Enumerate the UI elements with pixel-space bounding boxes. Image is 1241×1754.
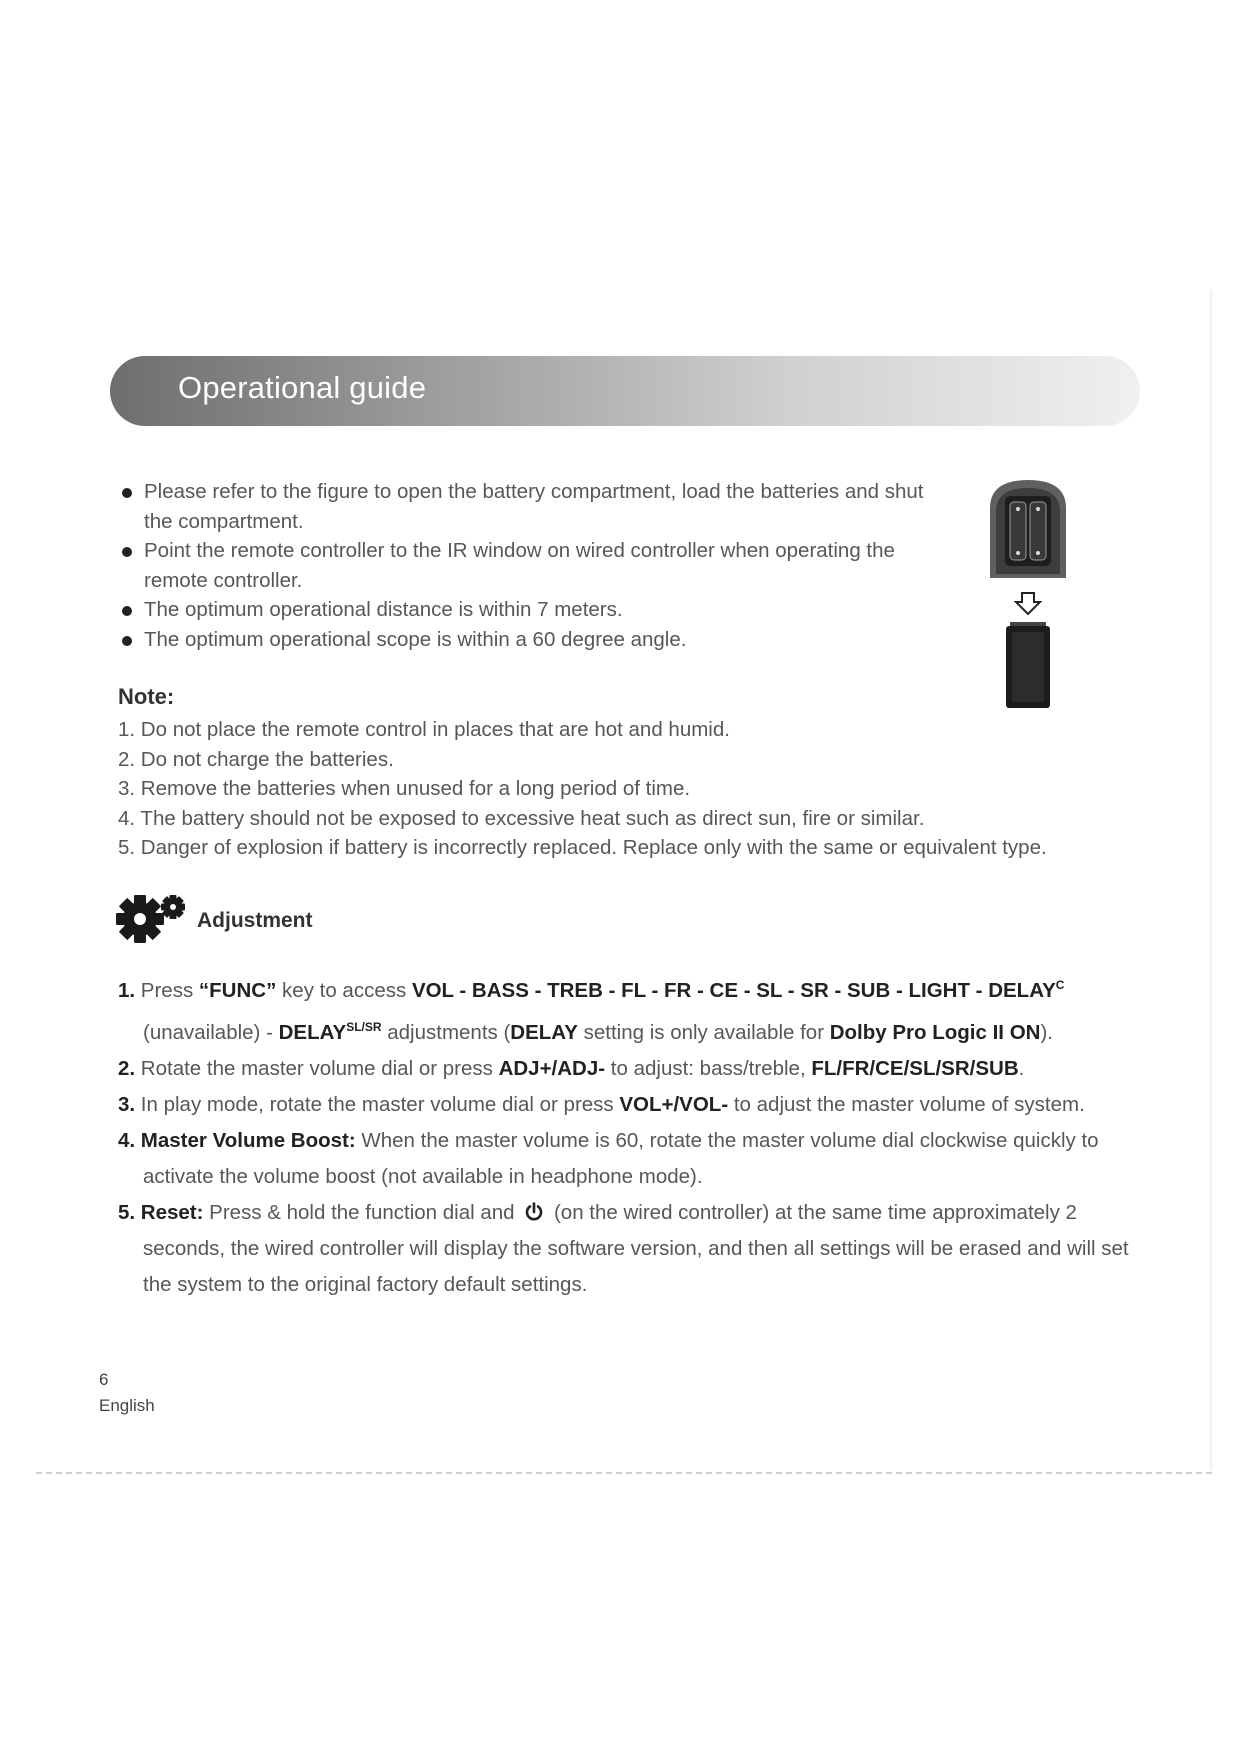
list-item: 5. Danger of explosion if battery is incorrectly replaced. Replace only with the same or equivalent type. <box>118 836 1047 859</box>
page-divider <box>36 1472 1212 1474</box>
remote-battery-figure <box>988 478 1068 713</box>
list-item: 4. The battery should not be exposed to excessive heat such as direct sun, fire or similar. <box>118 806 925 830</box>
section-banner <box>110 356 1140 426</box>
adjustment-item-boost: 4. Master Volume Boost: When the master volume is 60, rotate the master volume dial clockwise quickly to activate the volume boost (not available in headphone mode). <box>118 1128 1099 1188</box>
page-edge-line <box>1210 290 1212 1470</box>
adjustment-item-rotate: 2. Rotate the master volume dial or press ADJ+/ADJ- to adjust: bass/treble, FL/FR/CE/SL/SR/SUB. <box>118 1056 1025 1080</box>
adjustment-list <box>118 967 1148 1303</box>
list-item: The optimum operational scope is within a 60 degree angle. <box>118 625 948 655</box>
list-item: Point the remote controller to the IR window on wired controller when operating the remote controller. <box>118 536 948 595</box>
list-item: 3. Remove the batteries when unused for a long period of time. <box>118 777 691 800</box>
page-title: Operational guide <box>178 370 427 405</box>
list-item: 1. Do not place the remote control in places that are hot and humid. <box>118 718 730 741</box>
page-number: 6 <box>99 1370 109 1389</box>
adjustment-item-play-mode: 3. In play mode, rotate the master volume dial or press VOL+/VOL- to adjust the master volume of system. <box>118 1092 1085 1116</box>
list-item: 2. Do not charge the batteries. <box>118 747 394 771</box>
adjustment-item-func: 1. Press “FUNC” key to access VOL - BASS - TREB - FL - FR - CE - SL - SR - SUB - LIGHT - $DELAY^C$ (unavailable) - $DELAY^{SL/SR}$ adjustments (DELAY setting is only available for Dolby Pro Logic II ON). <box>118 978 1065 1044</box>
adjustment-heading: Adjustment <box>197 909 313 932</box>
list-item: The optimum operational distance is within 7 meters. <box>118 595 948 625</box>
power-icon <box>524 1202 544 1222</box>
list-item: Please refer to the figure to open the battery compartment, load the batteries and shut the compartment. <box>118 477 948 536</box>
adjustment-item-reset: 5. Reset: Press & hold the function dial and (on the wired controller) at the same time approximately 2 seconds, the wired controller will display the software version, and then all settings will be erased and will set the system to the original factory default settings. <box>118 1200 1129 1296</box>
gear-icon <box>116 893 194 945</box>
note-heading: Note: <box>118 684 175 709</box>
instruction-list <box>118 477 948 654</box>
note-list <box>118 715 1118 863</box>
page-language: English <box>99 1396 155 1415</box>
